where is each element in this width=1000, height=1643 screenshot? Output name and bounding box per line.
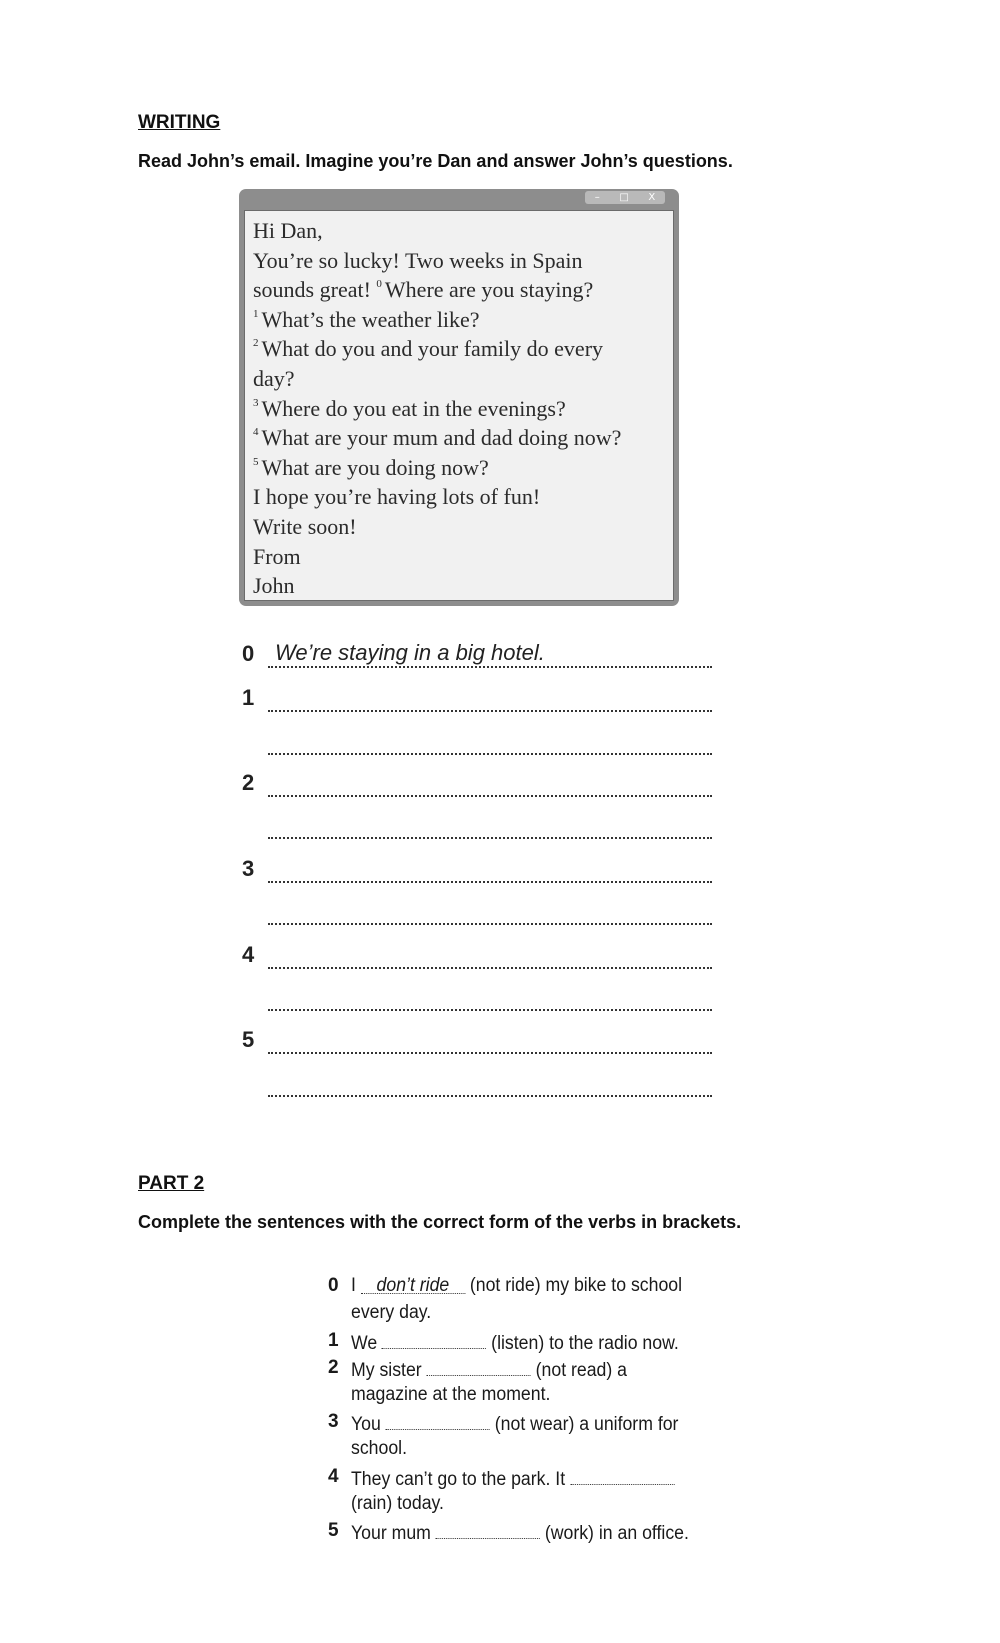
answer-line[interactable]: [268, 1030, 712, 1054]
email-question: $^4$ What are your mum and dad doing now?: [253, 425, 622, 451]
email-line: sounds great! $^0$ Where are you staying?: [253, 277, 594, 303]
email-signature: John: [253, 573, 295, 599]
question-number: 2: [253, 337, 259, 350]
question-number: 5: [253, 455, 259, 468]
exercise-item: My sister (not read) a: [351, 1357, 627, 1382]
exercise-item-continued: magazine at the moment.: [351, 1384, 551, 1405]
item-number: 4: [328, 1466, 339, 1487]
item-number: 5: [328, 1520, 339, 1541]
exercise-item: I don’t ride (not ride) my bike to school: [351, 1275, 683, 1296]
answer-gap[interactable]: [570, 1466, 674, 1485]
exercise-item-continued: school.: [351, 1438, 407, 1459]
exercise-item-continued: (rain) today.: [351, 1493, 444, 1514]
exercise-item: We (listen) to the radio now.: [351, 1330, 679, 1355]
answer-example: We’re staying in a big hotel.: [275, 640, 545, 665]
exercise-item: You (not wear) a uniform for: [351, 1411, 678, 1436]
email-closing: From: [253, 543, 301, 569]
item-number: 2: [328, 1357, 339, 1378]
answer-number: 1: [242, 685, 255, 710]
answer-gap[interactable]: [382, 1330, 486, 1349]
answer-line[interactable]: [268, 688, 712, 712]
email-line: You’re so lucky! Two weeks in Spain: [253, 247, 583, 273]
answer-line[interactable]: [268, 773, 712, 797]
answer-line[interactable]: [268, 859, 712, 883]
close-icon: X: [648, 192, 656, 203]
answer-gap[interactable]: [361, 1275, 465, 1294]
answer-number: 4: [242, 942, 255, 967]
answer-line[interactable]: [268, 644, 712, 668]
exercise-item: Your mum (work) in an office.: [351, 1520, 689, 1545]
maximize-icon: □: [619, 192, 629, 203]
minimize-icon: –: [594, 192, 600, 203]
email-line: day?: [253, 365, 295, 391]
question-number: 1: [253, 307, 259, 320]
item-number: 3: [328, 1411, 339, 1432]
window-controls: [585, 191, 665, 204]
answer-line[interactable]: [268, 945, 712, 969]
answer-gap[interactable]: [386, 1411, 490, 1430]
question-number: 3: [253, 396, 259, 409]
answer-line[interactable]: [268, 731, 712, 755]
exercise-item: They can’t go to the park. It: [351, 1466, 674, 1491]
item-number: 0: [328, 1275, 339, 1296]
email-question: $^2$ What do you and your family do every: [253, 336, 604, 362]
email-greeting: Hi Dan,: [253, 218, 323, 243]
answer-gap[interactable]: [436, 1520, 540, 1539]
email-question: $^5$ What are you doing now?: [253, 454, 489, 480]
answer-line[interactable]: [268, 901, 712, 925]
answer-line[interactable]: [268, 1073, 712, 1097]
question-number: 0: [376, 278, 382, 291]
writing-instruction: Read John’s email. Imagine you’re Dan and answer John’s questions.: [138, 151, 733, 171]
part2-heading: PART 2: [138, 1173, 205, 1194]
answer-number: 3: [242, 856, 255, 881]
question-number: 4: [253, 426, 259, 439]
example-answer: don’t ride: [376, 1275, 450, 1296]
exercise-item-continued: every day.: [351, 1302, 432, 1323]
answer-number: 2: [242, 770, 255, 795]
email-question: Where are you staying?: [384, 277, 594, 303]
email-question: $^3$ Where do you eat in the evenings?: [253, 395, 566, 421]
writing-heading: WRITING: [138, 112, 221, 133]
part2-instruction: Complete the sentences with the correct form of the verbs in brackets.: [138, 1212, 742, 1232]
answer-line[interactable]: [268, 987, 712, 1011]
email-closing: I hope you’re having lots of fun!: [253, 484, 541, 510]
email-body: [244, 210, 674, 601]
item-number: 1: [328, 1330, 339, 1351]
answer-number: 0: [242, 641, 255, 666]
email-question: $^1$ What’s the weather like?: [253, 306, 480, 332]
answer-number: 5: [242, 1027, 255, 1052]
answer-gap[interactable]: [427, 1357, 531, 1376]
email-window: [239, 189, 679, 606]
email-closing: Write soon!: [253, 513, 357, 539]
answer-line[interactable]: [268, 815, 712, 839]
